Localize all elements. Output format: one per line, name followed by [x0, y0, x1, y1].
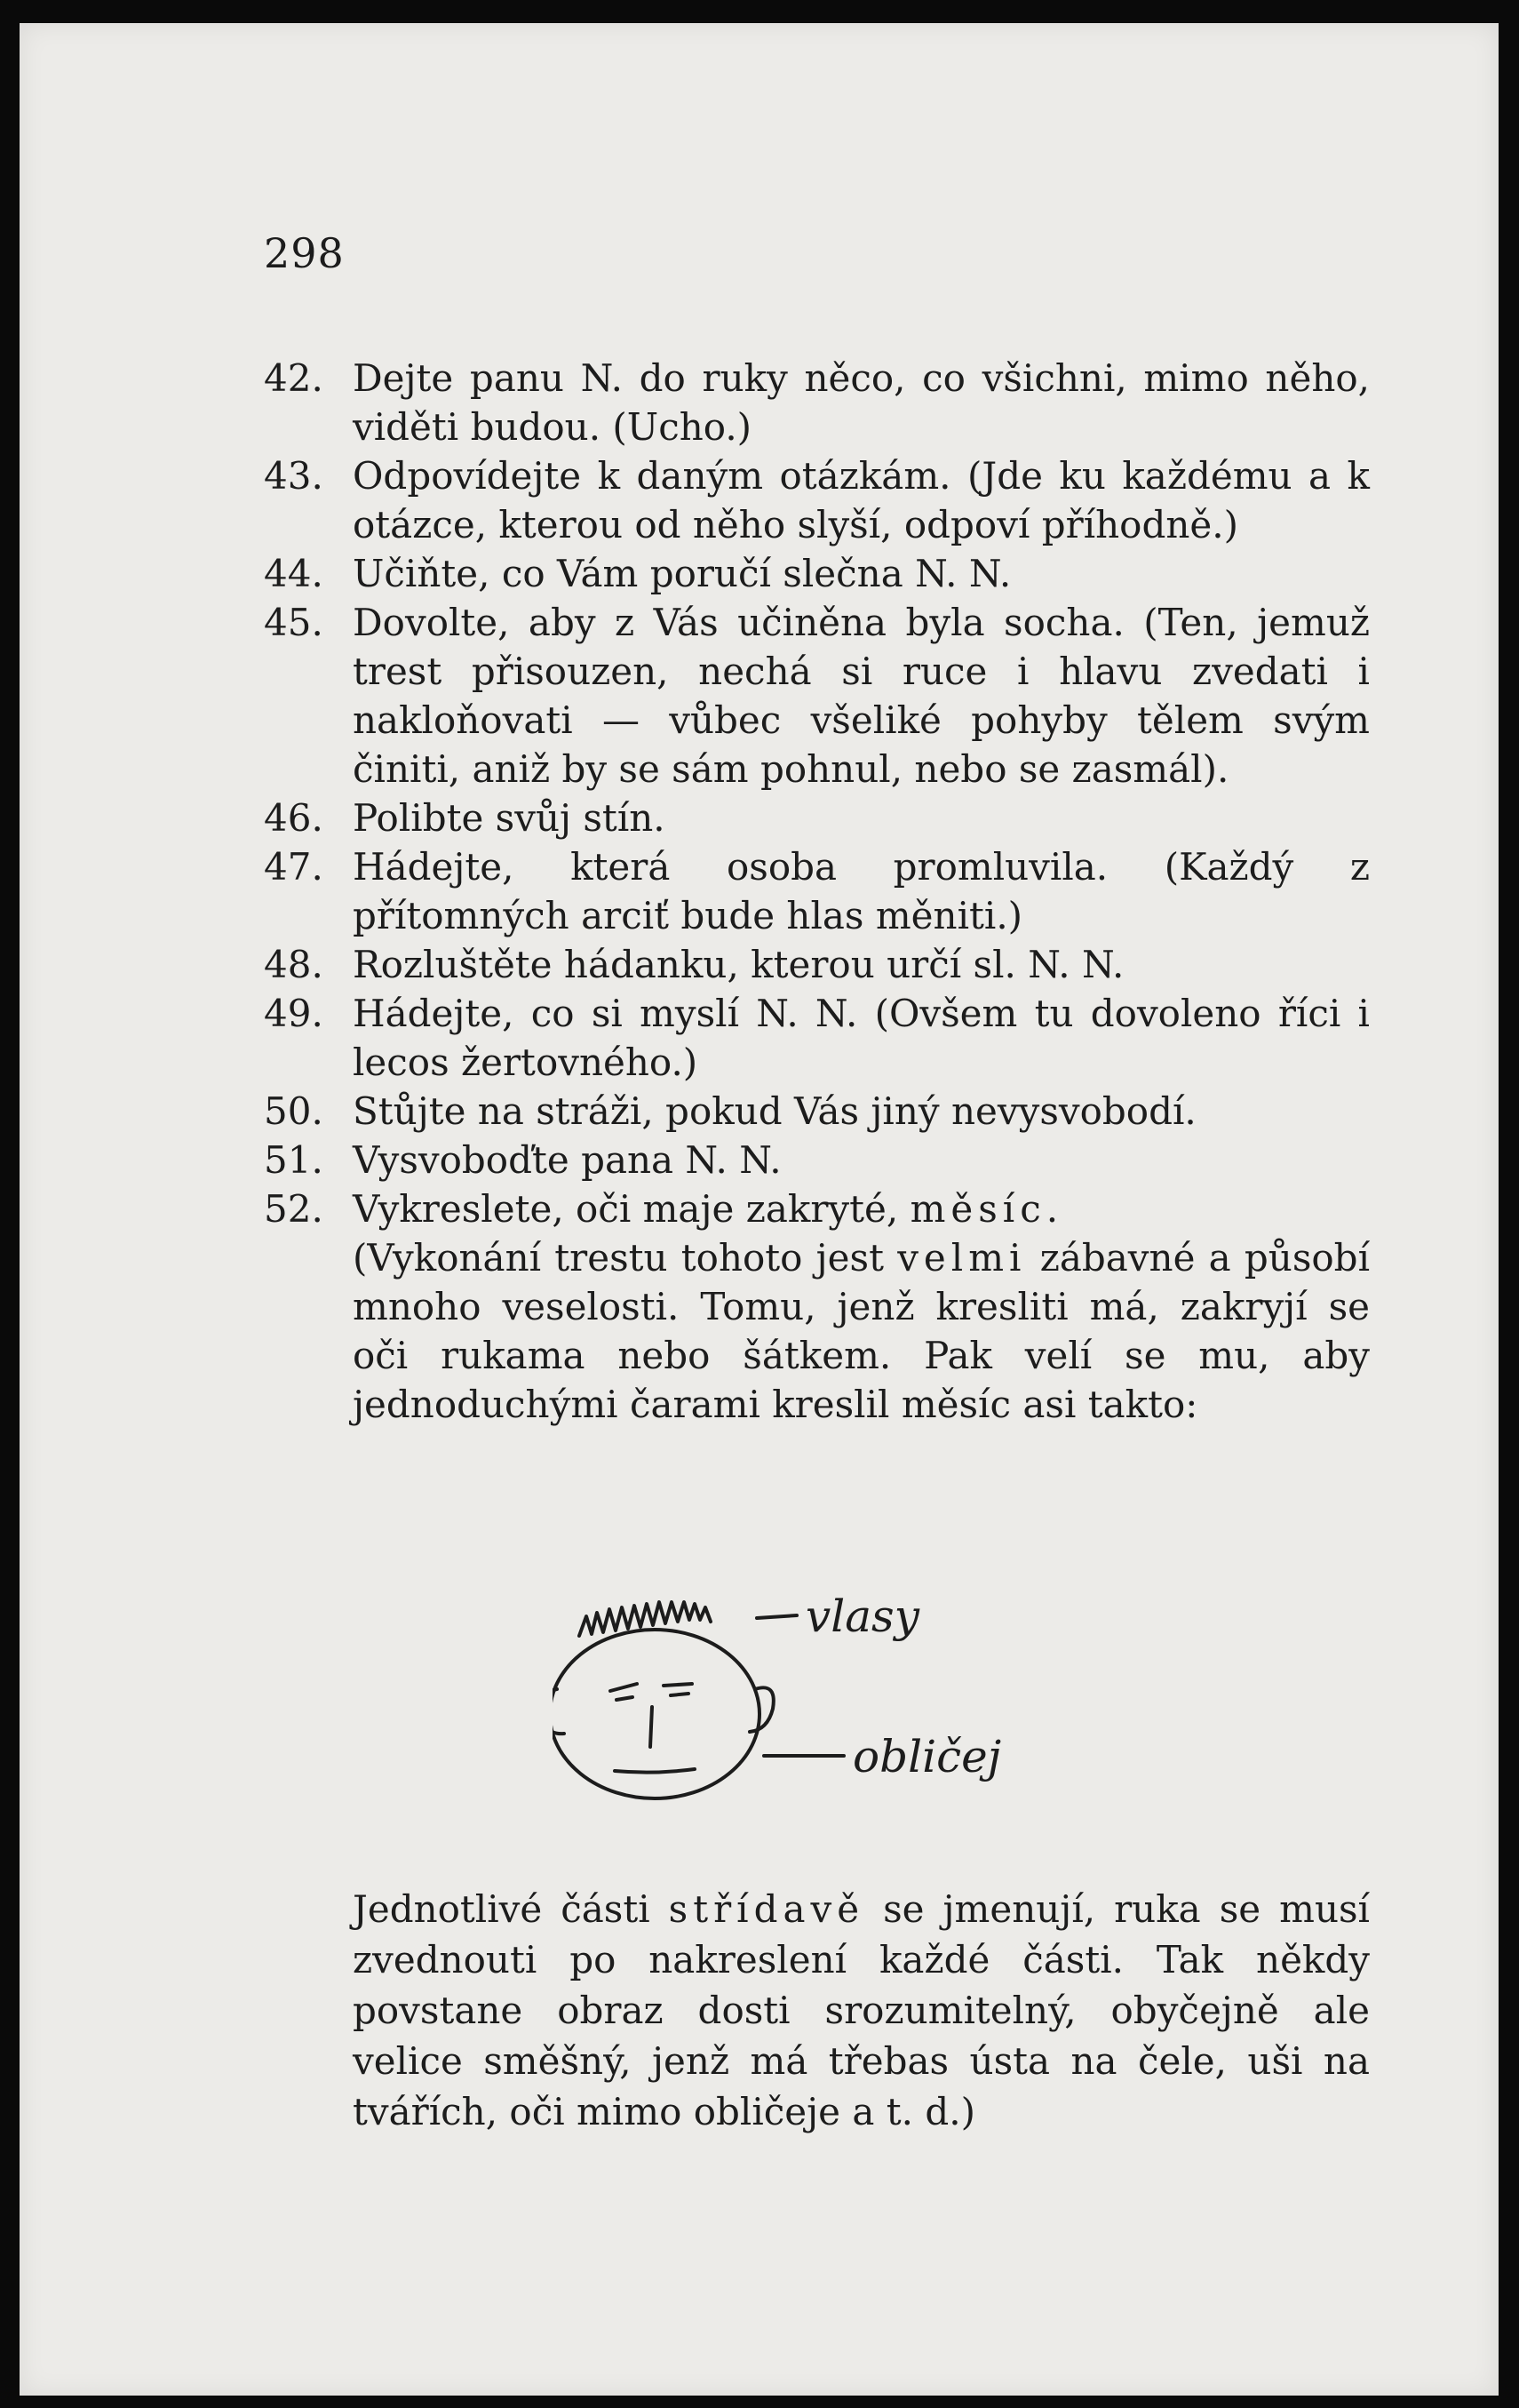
page-number: 298: [264, 229, 345, 277]
entries-container: [264, 354, 1370, 1184]
item-text: Dovolte, aby z Vás učiněna byla socha. (Ten, jemuž trest přisouzen, nechá si ruce i hlavu zvedati i nakloňovati — vůbec všeliké pohyby tělem svým činiti, aniž by se sám pohnul, nebo se zasmál).: [353, 601, 1370, 791]
item-text: Hádejte, co si myslí N. N. (Ovšem tu dovoleno říci i lecos žertovného.): [353, 992, 1370, 1084]
list-item: [264, 451, 1370, 549]
list-item: [264, 1087, 1370, 1136]
note-text-part: (Vykonání trestu tohoto jest: [353, 1236, 898, 1280]
item-number: 50.: [264, 1089, 323, 1133]
nose: [650, 1707, 652, 1747]
book-page: [20, 23, 1499, 2396]
list-item: [264, 940, 1370, 989]
item-text: Dejte panu N. do ruky něco, co všichni, mimo něho, viděti budou. (Ucho.): [353, 356, 1370, 449]
left-ear: [553, 1689, 564, 1734]
item-text: Vysvoboďte pana N. N.: [353, 1138, 782, 1182]
closing-text-part: se jmenují, ruka se musí zvednouti po nakreslení každé části. Tak někdy povstane obraz dosti srozumitelný, obyčejně ale velice směšný, jenž má třebas ústa na čele, uši na tvářích, oči mimo obličeje a t. d.): [353, 1887, 1370, 2133]
face-sketch: [553, 1583, 1174, 1822]
item-text: Stůjte na stráži, pokud Vás jiný nevysvobodí.: [353, 1089, 1197, 1133]
item-number: 43.: [264, 454, 323, 498]
list-item: [264, 1136, 1370, 1184]
left-eye-lower: [616, 1697, 632, 1700]
moon-face-drawing: [553, 1583, 1174, 1822]
item-text: Odpovídejte k daným otázkám. (Jde ku každému a k otázce, kterou od něho slyší, odpoví příhodně.): [353, 454, 1370, 546]
item-number: 42.: [264, 356, 323, 400]
mouth: [615, 1769, 695, 1773]
item-text-part: Vykreslete, oči maje zakryté,: [353, 1187, 911, 1231]
item-number: 46.: [264, 796, 323, 840]
item-text-part: .: [1046, 1187, 1059, 1231]
list-item: [264, 598, 1370, 793]
item-text: Učiňte, co Vám poručí slečna N. N.: [353, 552, 1012, 595]
hair-pointer-line: [757, 1615, 797, 1618]
item-number: 47.: [264, 845, 323, 889]
penalty-list: [264, 354, 1370, 1429]
item-number: 45.: [264, 601, 323, 644]
note-text-spaced: velmi: [897, 1236, 1027, 1280]
list-item-52: [264, 1184, 1370, 1233]
list-item: [264, 989, 1370, 1087]
hair-label: vlasy: [806, 1591, 919, 1642]
list-item: [264, 842, 1370, 940]
item-number: 51.: [264, 1138, 323, 1182]
item-text: Hádejte, která osoba promluvila. (Každý z přítomných arciť bude hlas měniti.): [353, 845, 1370, 937]
item-text: [353, 1184, 1370, 1233]
left-eye: [610, 1684, 637, 1691]
item-text: Rozluštěte hádanku, kterou určí sl. N. N.: [353, 943, 1125, 986]
explanation-note: [353, 1233, 1370, 1429]
closing-text-spaced: střídavě: [668, 1887, 865, 1931]
list-item: [264, 793, 1370, 842]
item-number: 49.: [264, 992, 323, 1035]
right-ear: [750, 1687, 774, 1732]
face-label: obličej: [853, 1731, 1002, 1782]
item-number: 48.: [264, 943, 323, 986]
list-item: [264, 549, 1370, 598]
item-number: 44.: [264, 552, 323, 595]
item-text: Polibte svůj stín.: [353, 796, 665, 840]
closing-paragraph: [353, 1884, 1370, 2137]
right-eye-lower: [671, 1694, 688, 1695]
list-item: [264, 354, 1370, 451]
item-number: 52.: [264, 1187, 323, 1231]
right-eye: [664, 1684, 692, 1686]
item-text-spaced: měsíc: [910, 1187, 1046, 1231]
note-text-part: zábavné a působí mnoho veselosti. Tomu, jenž kresliti má, zakryjí se oči rukama nebo šátkem. Pak velí se mu, aby jednoduchými čarami kreslil měsíc asi takto:: [353, 1236, 1371, 1426]
closing-text-part: Jednotlivé části: [353, 1887, 669, 1931]
